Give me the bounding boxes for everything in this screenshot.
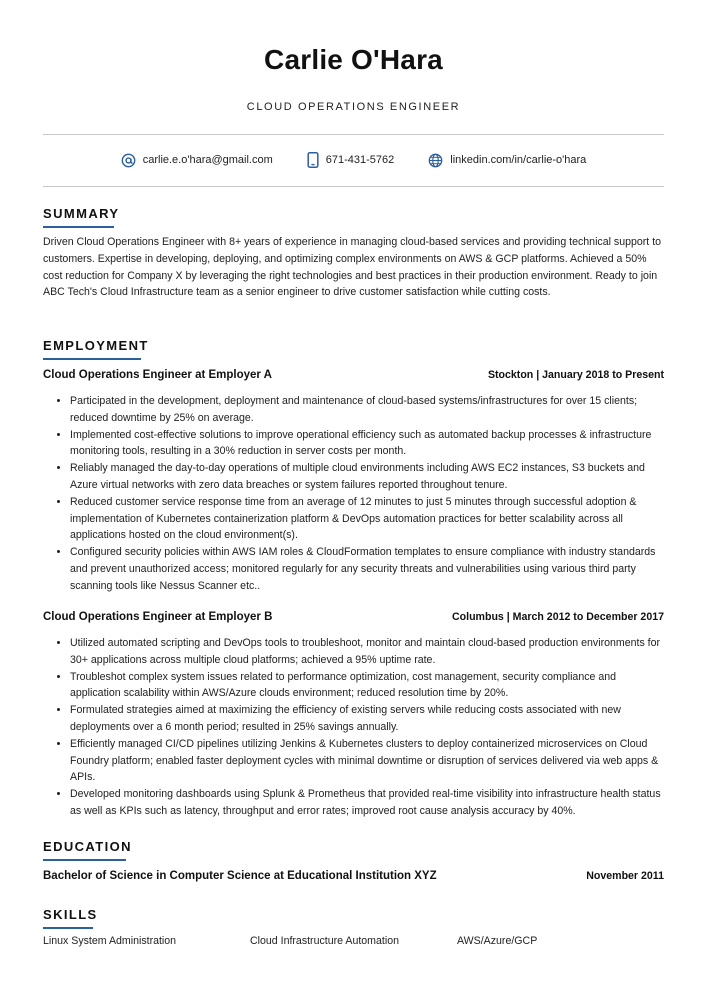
summary-underline [43,226,114,228]
education-underline [43,859,126,861]
list-item: • Reliably managed the day-to-day operations of multiple cloud environments including AWS EC2 instances, S3 buckets and Azure virtual networks with zero data breaches or system failures reported throughout tenure. [70,460,664,494]
skills-list [43,935,664,947]
globe-icon [428,153,443,168]
list-item: • Efficiently managed CI/CD pipelines utilizing Jenkins & Kubernetes clusters to deploy containerized microservices on Cloud Foundry platform; enabled faster deployment cycles with minimal downtime or disruption of services delivered via web apps & APIs. [70,736,664,786]
graduation-date: November 2011 [586,870,664,882]
list-item: • Utilized automated scripting and DevOps tools to troubleshoot, monitor and maintain cloud-based production environments for 30+ applications across multiple cloud platforms; achieved a 95% uptime rate. [70,635,664,669]
at-icon [121,153,136,168]
degree-title: Bachelor of Science in Computer Science at Educational Institution XYZ [43,870,437,882]
divider-contact [43,186,664,187]
contact-linkedin[interactable] [428,153,586,168]
list-item: • Developed monitoring dashboards using Splunk & Prometheus that provided real-time visibility into infrastructure health status as well as KPIs such as latency, throughput and error rates; improved root cause analysis accuracy by 40%. [70,786,664,820]
job-header [43,369,664,381]
list-item: • Implemented cost-effective solutions to improve operational efficiency such as automated backup processes & infrastructure monitoring tools, resulting in a 30% reduction in server costs per month. [70,427,664,461]
job-header [43,611,664,623]
phone-icon [307,152,319,168]
education-row [43,870,664,882]
contact-phone[interactable] [307,152,395,168]
list-item: • Participated in the development, deployment and maintenance of cloud-based systems/infrastructures for over 15 clients; reduced downtime by 25% on average. [70,393,664,427]
email-text: carlie.e.o'hara@gmail.com [142,154,273,166]
divider-top [43,134,664,135]
job-bullets [43,635,664,820]
job-location-dates: Stockton | January 2018 to Present [487,369,664,381]
list-item: • Troubleshot complex system issues related to performance optimization, cost management, security compliance and application scalability within AWS/Azure clouds environment; reduced resolution time by 20%. [70,669,664,703]
skill-item: Cloud Infrastructure Automation [250,935,399,947]
summary-text: Driven Cloud Operations Engineer with 8+ years of experience in managing cloud-based services and providing technical support to customers. Expertise in developing, deploying, and optimizing complex environments on AWS & GCP platforms. Achieved a 50% cost reduction for Company X by leveraging the right technologies and best practices in their production environment. Ready to join ABC Tech's Cloud Infrastructure team as a senior engineer to drive customer satisfaction while cutting costs. [43,236,662,299]
candidate-name: Carlie O'Hara [264,44,443,75]
candidate-title: CLOUD OPERATIONS ENGINEER [246,101,461,113]
employment-heading: EMPLOYMENT [43,338,149,353]
skills-heading: SKILLS [43,907,98,922]
contact-email[interactable] [121,153,273,168]
job-bullets [43,393,664,595]
job-title: Cloud Operations Engineer at Employer B [43,611,273,623]
job-location-dates: Columbus | March 2012 to December 2017 [452,611,664,623]
list-item: • Formulated strategies aimed at maximizing the efficiency of existing servers while reducing costs associated with new deployments over a 6 month period; resulted in 25% savings annually. [70,702,664,736]
linkedin-text: linkedin.com/in/carlie-o'hara [450,154,587,166]
skill-item: Linux System Administration [43,935,177,947]
skills-underline [43,927,93,929]
contact-row [43,150,664,170]
phone-text: 671-431-5762 [325,154,395,166]
summary-heading: SUMMARY [43,206,120,221]
list-item: • Reduced customer service response time from an average of 12 minutes to just 5 minutes through successful adoption & implementation of Kubernetes containerization platform & DevOps automation practices for better scalability across all applications hosted on the cloud environment(s). [70,494,664,544]
skill-item: AWS/Azure/GCP [457,935,538,947]
list-item: • Configured security policies within AWS IAM roles & CloudFormation templates to ensure compliance with industry standards and prevent unauthorized access; monitored regularly for any security threats and vulnerabilities using various third party scanning tools like Nessus Scanner etc.. [70,544,664,594]
education-heading: EDUCATION [43,839,132,854]
employment-underline [43,358,141,360]
job-title: Cloud Operations Engineer at Employer A [43,369,272,381]
